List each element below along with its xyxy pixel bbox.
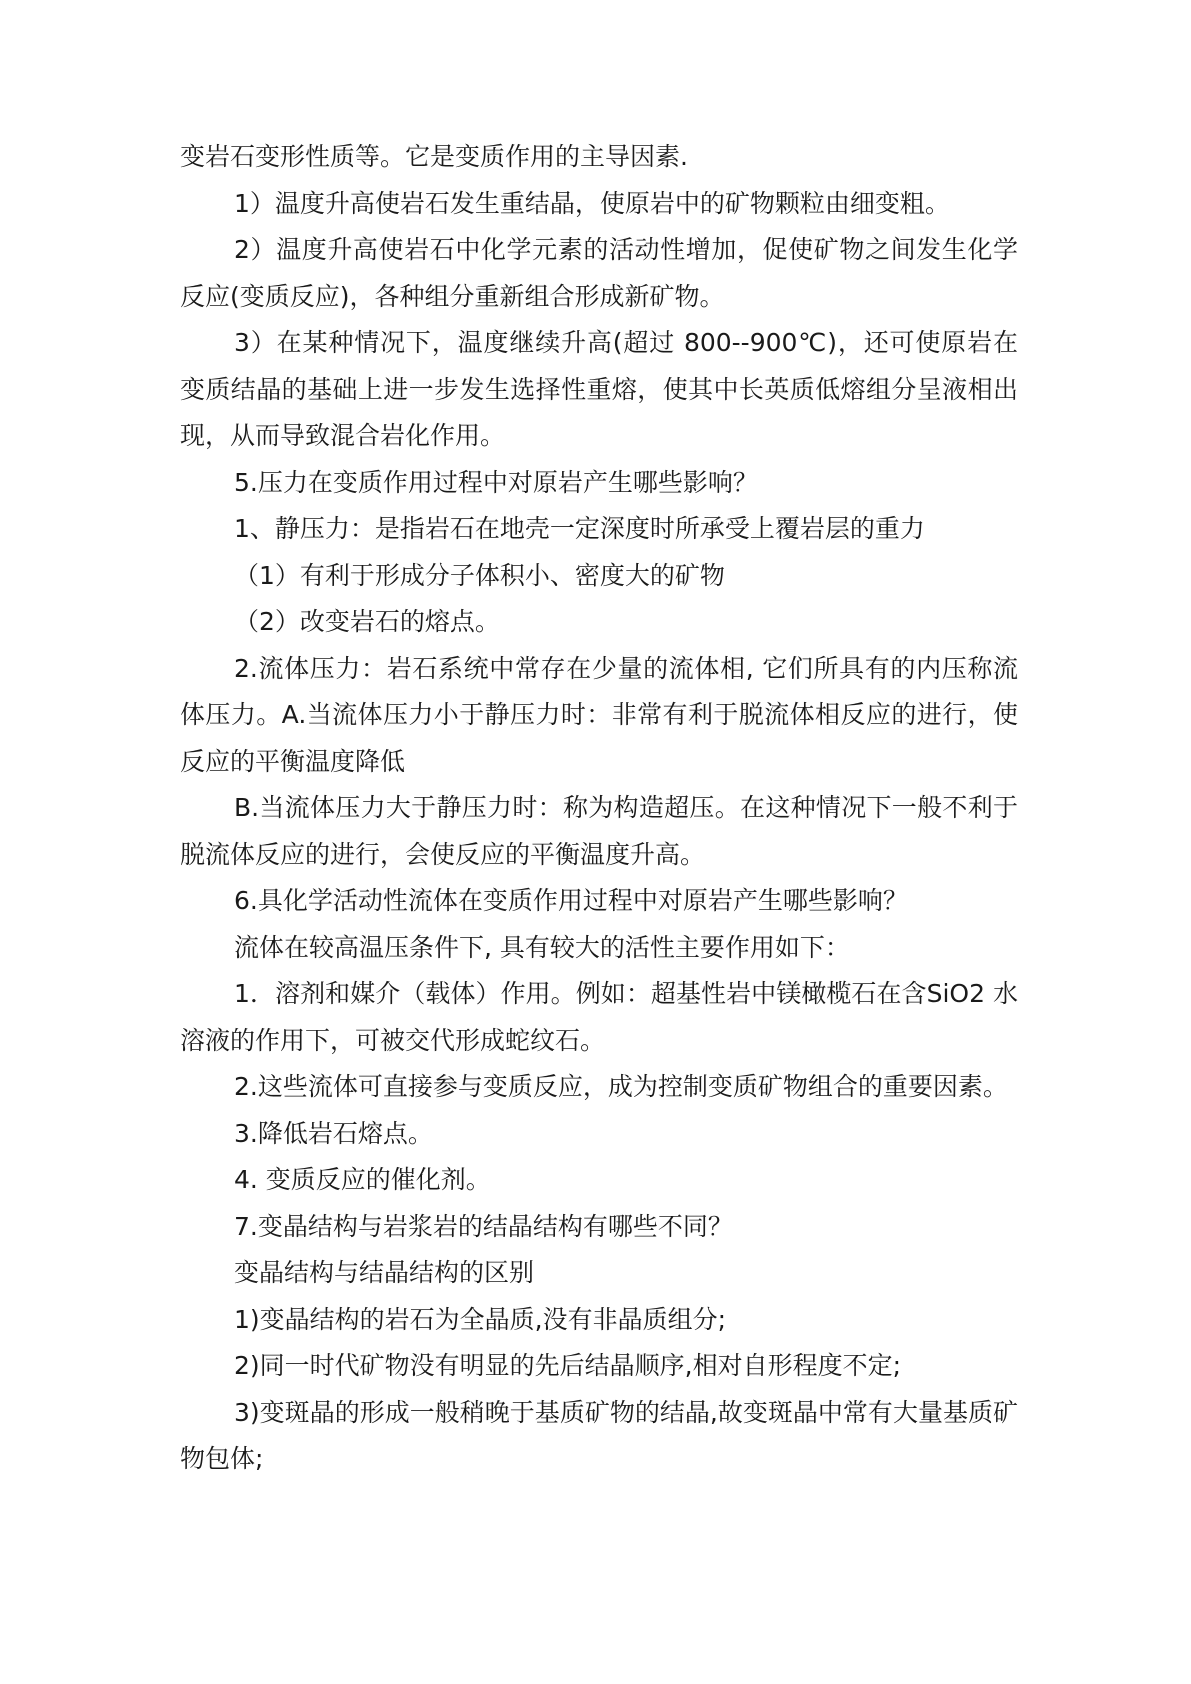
paragraph: 变晶结构与结晶结构的区别 — [234, 1258, 535, 1287]
paragraph: 2）温度升高使岩石中化学元素的活动性增加，促使矿物之间发生化学反应(变质反应)，各种组分重新组合形成新矿物。 — [180, 235, 1018, 311]
paragraph: 3)变斑晶的形成一般稍晚于基质矿物的结晶,故变斑晶中常有大量基质矿物包体; — [180, 1397, 1018, 1473]
paragraph: 3）在某种情况下，温度继续升高(超过 800--900℃)，还可使原岩在变质结晶的基础上进一步发生选择性重熔，使其中长英质低熔组分呈液相出现，从而导致混合岩化作用。 — [180, 328, 1018, 450]
paragraph: B.当流体压力大于静压力时：称为构造超压。在这种情况下一般不利于脱流体反应的进行，会使反应的平衡温度升高。 — [180, 793, 1018, 869]
document-body — [180, 134, 1018, 1483]
paragraph: （1）有利于形成分子体积小、密度大的矿物 — [234, 560, 725, 590]
paragraph: 1）温度升高使岩石发生重结晶，使原岩中的矿物颗粒由细变粗。 — [234, 188, 950, 218]
paragraph: 2.流体压力：岩石系统中常存在少量的流体相, 它们所具有的内压称流体压力。A.当流体压力小于静压力时：非常有利于脱流体相反应的进行，使反应的平衡温度降低 — [180, 653, 1018, 776]
paragraph: （2）改变岩石的熔点。 — [234, 607, 500, 636]
paragraph: 1、静压力：是指岩石在地壳一定深度时所承受上覆岩层的重力 — [234, 514, 925, 543]
paragraph: 1．溶剂和媒介（载体）作用。例如：超基性岩中镁橄榄石在含SiO2 水溶液的作用下，可被交代形成蛇纹石。 — [180, 979, 1018, 1055]
paragraph: 流体在较高温压条件下, 具有较大的活性主要作用如下： — [234, 932, 850, 962]
section-question-7: 7.变晶结构与岩浆岩的结晶结构有哪些不同？ — [234, 1211, 733, 1241]
paragraph: 3.降低岩石熔点。 — [234, 1118, 433, 1148]
paragraph: 2)同一时代矿物没有明显的先后结晶顺序,相对自形程度不定; — [234, 1351, 902, 1380]
section-question-6: 6.具化学活动性流体在变质作用过程中对原岩产生哪些影响？ — [234, 886, 908, 915]
paragraph: 1)变晶结构的岩石为全晶质,没有非晶质组分; — [234, 1304, 727, 1334]
paragraph: 2.这些流体可直接参与变质反应，成为控制变质矿物组合的重要因素。 — [234, 1072, 1008, 1101]
paragraph: 4. 变质反应的催化剂。 — [234, 1165, 491, 1194]
paragraph: 变岩石变形性质等。它是变质作用的主导因素. — [180, 142, 688, 171]
section-question-5: 5.压力在变质作用过程中对原岩产生哪些影响？ — [234, 467, 758, 497]
